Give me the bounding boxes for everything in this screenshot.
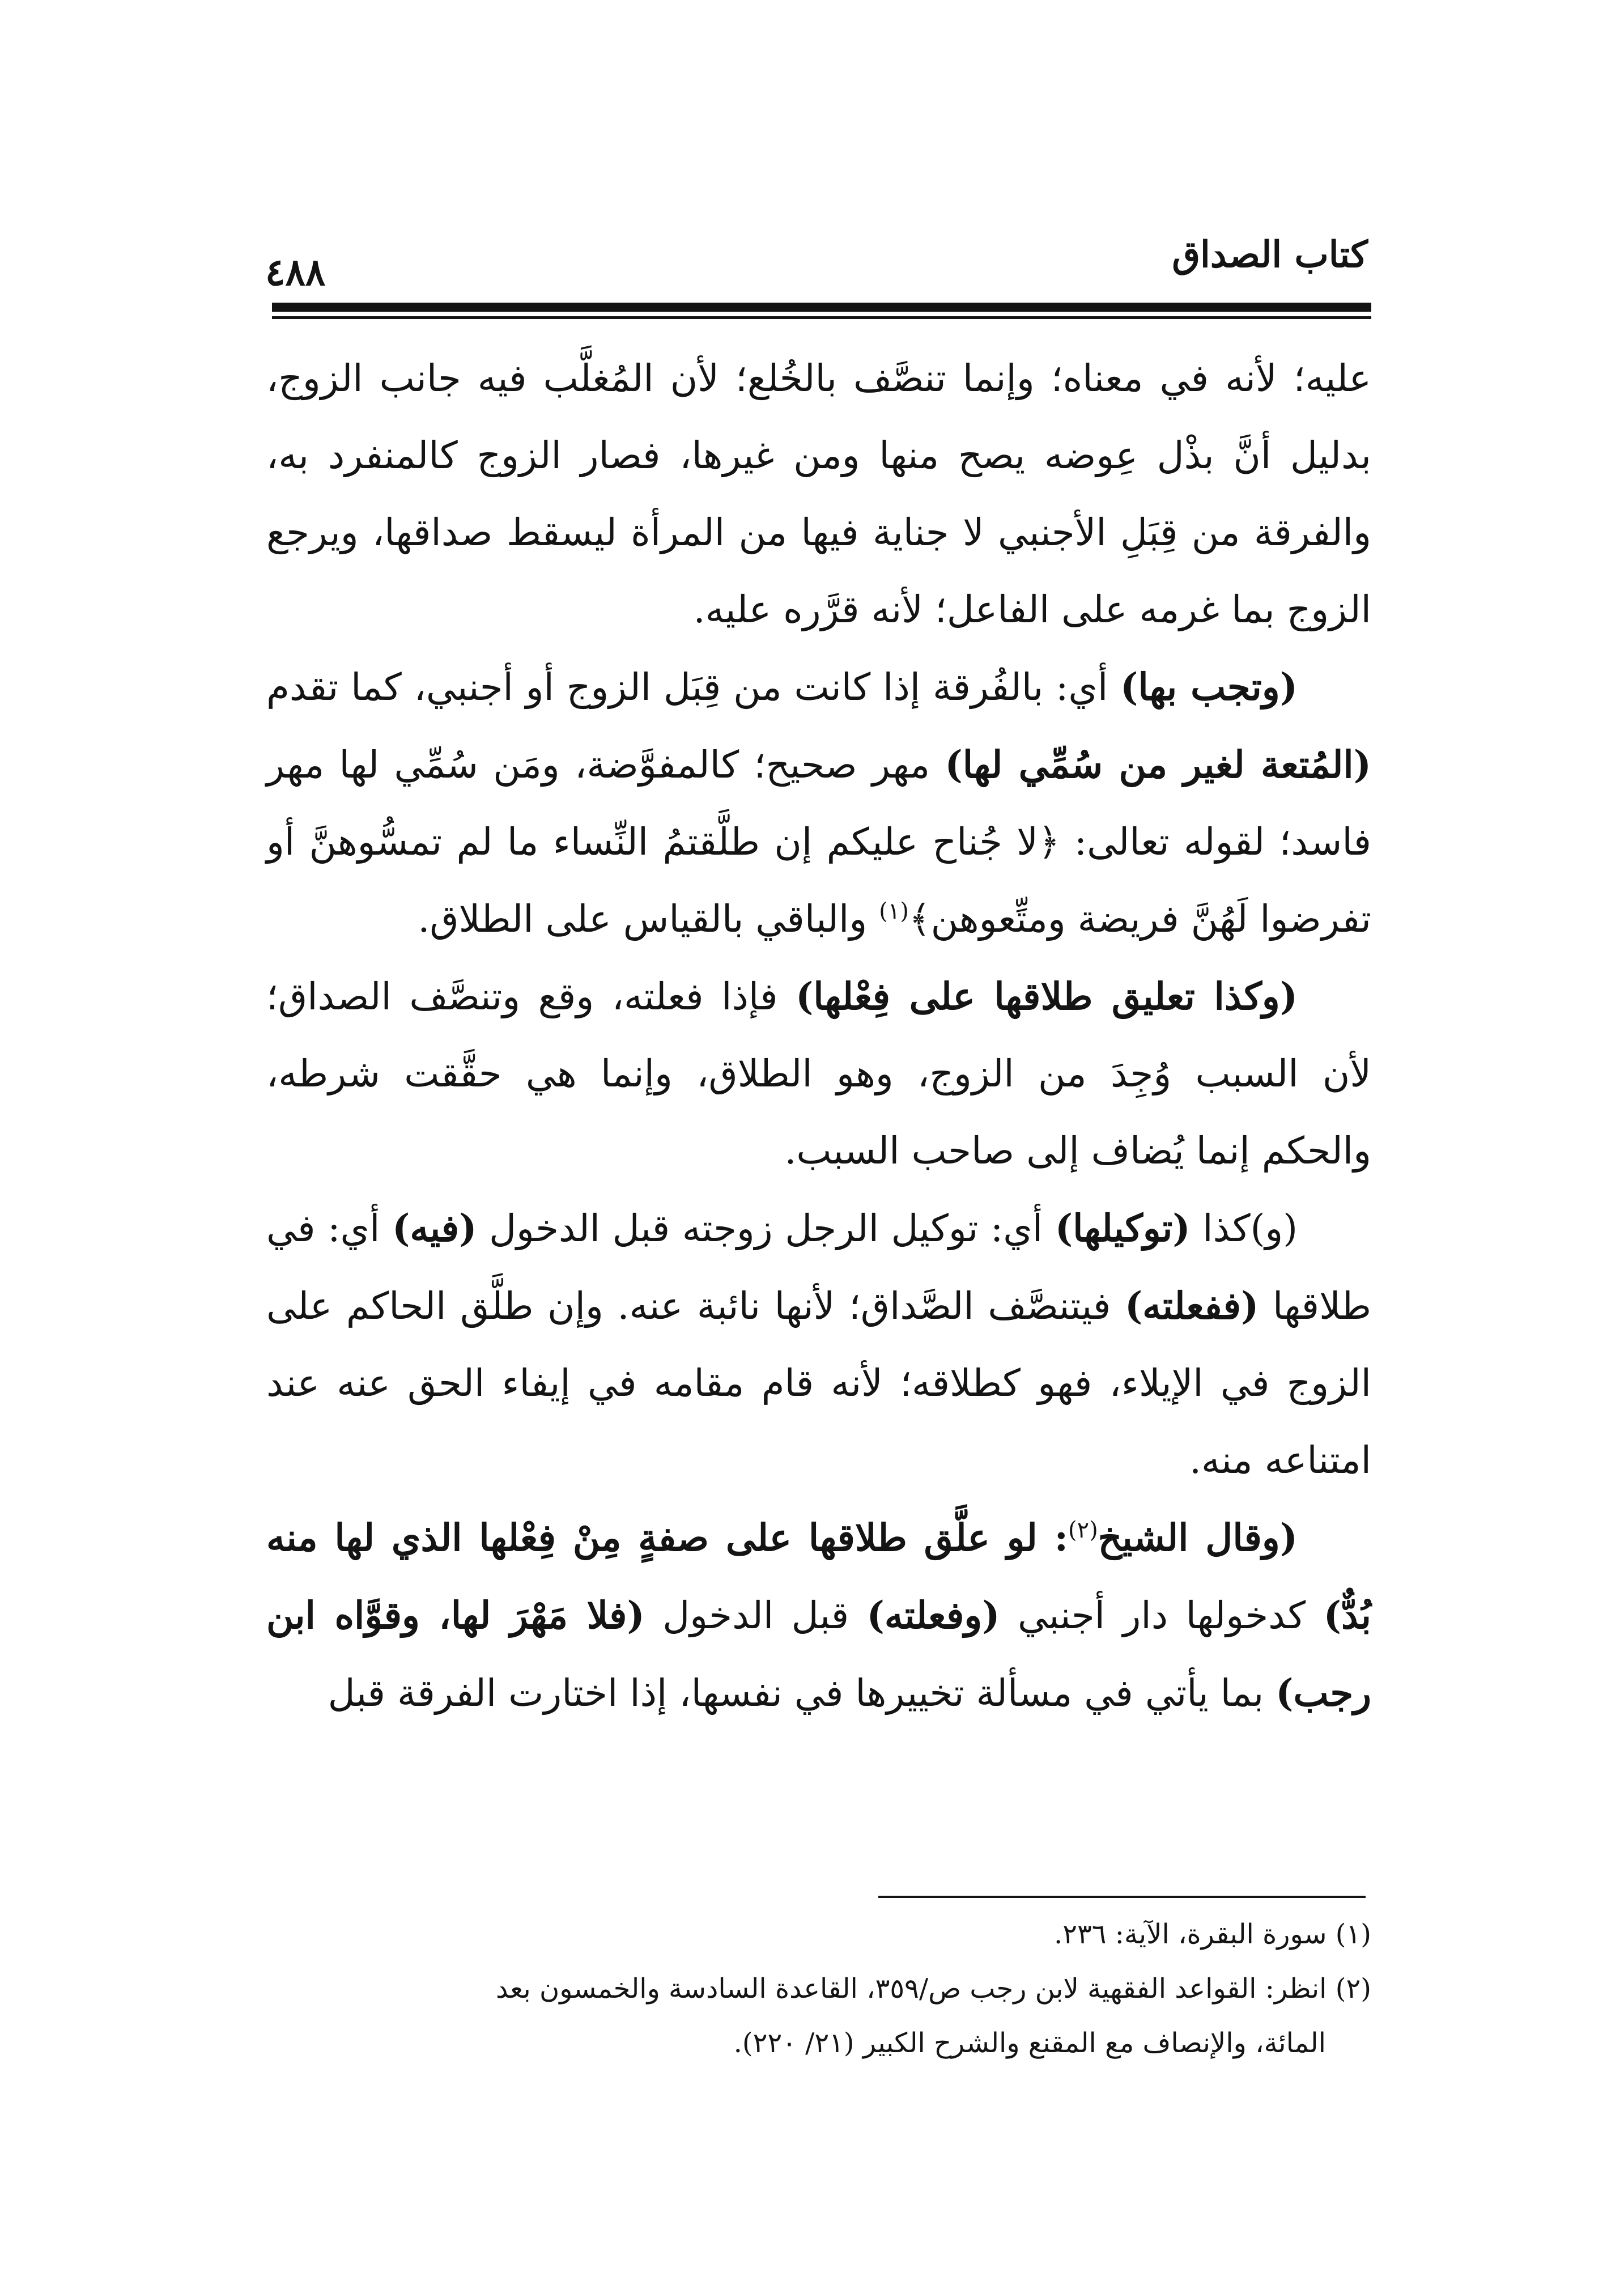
header-rule-thin [272,316,1371,319]
commentary-text: فإذا فعلته، وقع وتنصَّف الصداق؛ لأن السبب وُجِدَ من الزوج، وهو الطلاق، وإنما هي حقَّقت شرطه، والحكم إنما يُضاف إلى صاحب السبب. [266,975,1371,1173]
header-rule-thick [272,303,1371,312]
commentary-text: والباقي بالقياس على الطلاق. [418,897,879,941]
footnote-marker-2: (٢) [1068,1517,1098,1543]
paragraph-1-text: عليه؛ لأنه في معناه؛ وإنما تنصَّف بالخُلع؛ لأن المُغلَّب فيه جانب الزوج، بدليل أنَّ بذْل عِوضه يصح منها ومن غيرها، فصار الزوج كالمنفرد به، والفرقة من قِبَلِ الأجنبي لا جناية فيها من المرأة ليسقط صداقها، ويرجع الزوج بما غرمه على الفاعل؛ لأنه قرَّره عليه. [266,356,1371,631]
commentary-text: كدخولها دار أجنبي [1000,1594,1324,1637]
paragraph-5 [266,1499,1371,1732]
footnote-1: (١) سورة البقرة، الآية: ٢٣٦. [1053,1918,1371,1950]
footnotes [266,1907,1371,2070]
commentary-text: أي: توكيل الرجل زوجته قبل الدخول [477,1207,1055,1250]
chapter-title: كتاب الصداق [1172,233,1368,276]
commentary-text: مهر صحيح؛ كالمفوَّضة، ومَن سُمِّي لها مهر فاسد؛ لقوله تعالى: ﴿لا جُناح عليكم إن طلَّقتمُ النِّساء ما لم تمسُّوهنَّ أو تفرضوا لَهُنَّ فريضة ومتِّعوهن﴾ [266,743,1371,941]
main-text [266,340,1371,1732]
paragraph-1 [266,340,1371,648]
matn-quote: (فلا مَهْرَ لها، وقوَّاه ابن رجب) [266,1593,1371,1715]
paragraph-2 [266,648,1371,958]
commentary-text: بما يأتي في مسألة تخييرها في نفسها، إذا اختارت الفرقة قبل [328,1671,1276,1715]
paragraph-3 [266,958,1371,1190]
commentary-text: فيتنصَّف الصَّداق؛ لأنها نائبة عنه. وإن طلَّق الحاكم على الزوج في الإيلاء، فهو كطلاقه؛ لأنه قام مقامه في إيفاء الحق عنه عند امتناعه منه. [266,1284,1371,1482]
paragraph-4 [266,1190,1371,1499]
footnote-2-continued: المائة، والإنصاف مع المقنع والشرح الكبير (٢١/ ٢٢٠). [733,2027,1326,2059]
matn-quote: (توكيلها) [1055,1206,1191,1250]
commentary-text: قبل الدخول [644,1594,867,1637]
matn-quote: (وقال الشيخ [1098,1515,1298,1560]
commentary-text: (و)كذا [1190,1207,1298,1250]
commentary-text: أي: في طلاقها [266,1207,1371,1328]
commentary-text: أي: بالفُرقة إذا كانت من قِبَل الزوج أو أجنبي، كما تقدم [266,665,1121,709]
matn-quote: (ففعلته) [1124,1284,1259,1328]
running-header [265,227,1368,312]
matn-quote: (فيه) [392,1206,477,1250]
footnote-2: (٢) انظر: القواعد الفقهية لابن رجب ص/٣٥٩، القاعدة السادسة والخمسون بعد [496,1973,1371,2005]
matn-quote: : لو علَّق طلاقها على صفةٍ مِنْ فِعْلها الذي لها منه بُدٌّ) [266,1515,1371,1637]
matn-quote: (وكذا تعليق طلاقها على فِعْلها) [796,974,1298,1018]
footnote-separator [878,1896,1366,1898]
page-number: ٤٨٨ [265,250,326,294]
matn-quote: (المُتعة لغير من سُمِّي لها) [945,742,1371,787]
footnote-marker-1: (١) [879,898,909,924]
matn-quote: (وتجب بها) [1120,665,1298,709]
matn-quote: (وفعلته) [866,1593,1000,1637]
